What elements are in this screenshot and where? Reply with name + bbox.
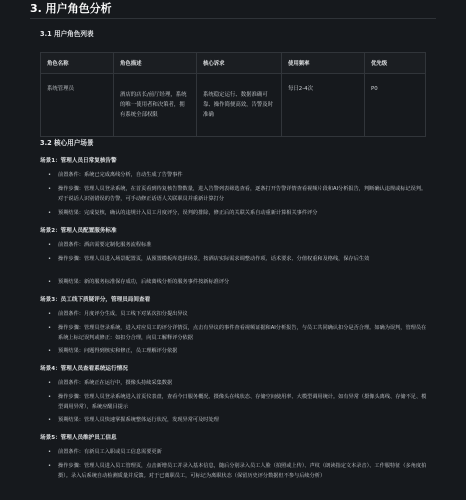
list-item: • 前置条件：酒店需要定制化服务流程标准: [48, 242, 152, 248]
subsection-title-scenarios: 3.2 核心用户场景: [40, 139, 94, 147]
bullet-icon: •: [48, 172, 52, 178]
list-item: • 操作步骤：管理人员进入员工管理页，点击新增员工并录入基本信息，随后分别录入员工人脸（拍照或上传）、声纹（朗读指定文本录音）、工作服特征（多角度拍摄）。录入后系统自动检测质量并反馈。对于已离职员工，可标记为离职状态（保留历史评分数据但不参与后续分析）: [48, 463, 427, 479]
bullet-icon: •: [48, 311, 52, 317]
list-item: • 前置条件：系统正在运行中，摄像头持续采集数据: [48, 380, 173, 386]
table-cell: 酒店的店长/前厅经理，系统的唯一使用者和决策者，拥有系统全部权限: [114, 74, 197, 137]
table-header-cell: 使用频率: [282, 53, 365, 74]
bullet-icon: •: [48, 210, 52, 216]
list-item: • 预期结果：管理人员快速掌握系统整体运行状况，发现异常可及时处理: [48, 417, 219, 423]
bullet-icon: •: [48, 325, 52, 331]
table-header-cell: 角色名称: [41, 53, 114, 74]
scene-title: 场景1：管理人员日常复核告警: [40, 158, 117, 164]
section-heading: 3. 用户角色分析: [30, 2, 112, 15]
list-item: • 前置条件：月度评分生成，员工线下对某次扣分提出异议: [48, 311, 188, 317]
bullet-icon: •: [48, 256, 52, 262]
bullet-icon: •: [48, 463, 52, 469]
scene-title: 场景4：管理人员查看系统运行情况: [40, 366, 128, 372]
bullet-icon: •: [48, 380, 52, 386]
list-item: • 预期结果：完成复核，确认的违规计入员工月度评分，误判的排除，修正后的关联关系自动重新计算相关事件评分: [48, 210, 318, 216]
roles-table: [40, 52, 426, 137]
table-cell: 每日2-4次: [282, 74, 365, 137]
list-item: • 操作步骤：管理人员登录系统，在首页看到待复核告警数量，进入告警列表筛选查看，逐条打开告警详情查看视频片段和AI分析报告，判断确认违规或标记误判。对于说话人识别错误的告警，可手动修正话语人关联职员并重新计算打分: [48, 186, 427, 202]
list-item: • 前置条件：系统已完成离线分析，自动生成了告警事件: [48, 172, 183, 178]
bullet-icon: •: [48, 279, 52, 285]
list-item: • 操作步骤：管理人员登录系统进入首页仪表盘，查看今日服务概况、摄像头在线状态、存储空间使用率、大模型调用统计。如有异常（摄像头离线、存储不足、模型调用异常），系统应醒目提示: [48, 394, 427, 410]
list-item: • 预期结果：新的服务标准保存成功，后续离线分析的服务事件按新标准评分: [48, 279, 230, 285]
table-cell: 系统管理员: [41, 74, 114, 137]
bullet-icon: •: [48, 186, 52, 192]
table-header-row: [41, 53, 426, 74]
table-header-cell: 角色描述: [114, 53, 197, 74]
bullet-icon: •: [48, 449, 52, 455]
subsection-title-roles: 3.1 用户角色列表: [40, 30, 94, 38]
table-header-cell: 核心诉求: [197, 53, 282, 74]
scene-title: 场景3：员工线下质疑评分，管理员局间查看: [40, 297, 151, 303]
bullet-icon: •: [48, 417, 52, 423]
list-item: • 前置条件：有新员工入职或员工信息需要更新: [48, 449, 162, 455]
scene-title: 场景5：管理人员维护员工信息: [40, 435, 117, 441]
heading-divider: [30, 18, 436, 19]
list-item: • 操作步骤：管理员登录系统，进入对应员工的评分详情页，点击有异议的事件查看视频证据和AI分析报告，与员工共同确认扣分是否合理。如确为误判，管理员在系统上标记误判或修正：如扣分合理，向员工解释评分依据: [48, 325, 427, 341]
list-item: • 预期结果：问题得到核实和修正，员工理解评分依据: [48, 348, 178, 354]
scene-title: 场景2：管理人员配置服务标准: [40, 228, 117, 234]
bullet-icon: •: [48, 394, 52, 400]
table-cell: P0: [365, 74, 426, 137]
table-row: [41, 74, 426, 137]
table-header-cell: 优先级: [365, 53, 426, 74]
bullet-icon: •: [48, 242, 52, 248]
table-cell: 系统稳定运行、数据准确可靠、操作简便高效，告警及时准确: [197, 74, 282, 137]
bullet-icon: •: [48, 348, 52, 354]
list-item: • 操作步骤：管理人员进入场景配置页，从预置模板库选择场景，按酒店实际需求调整动作项、话术要求、分值权重和及格线，保存后生效: [48, 256, 370, 262]
